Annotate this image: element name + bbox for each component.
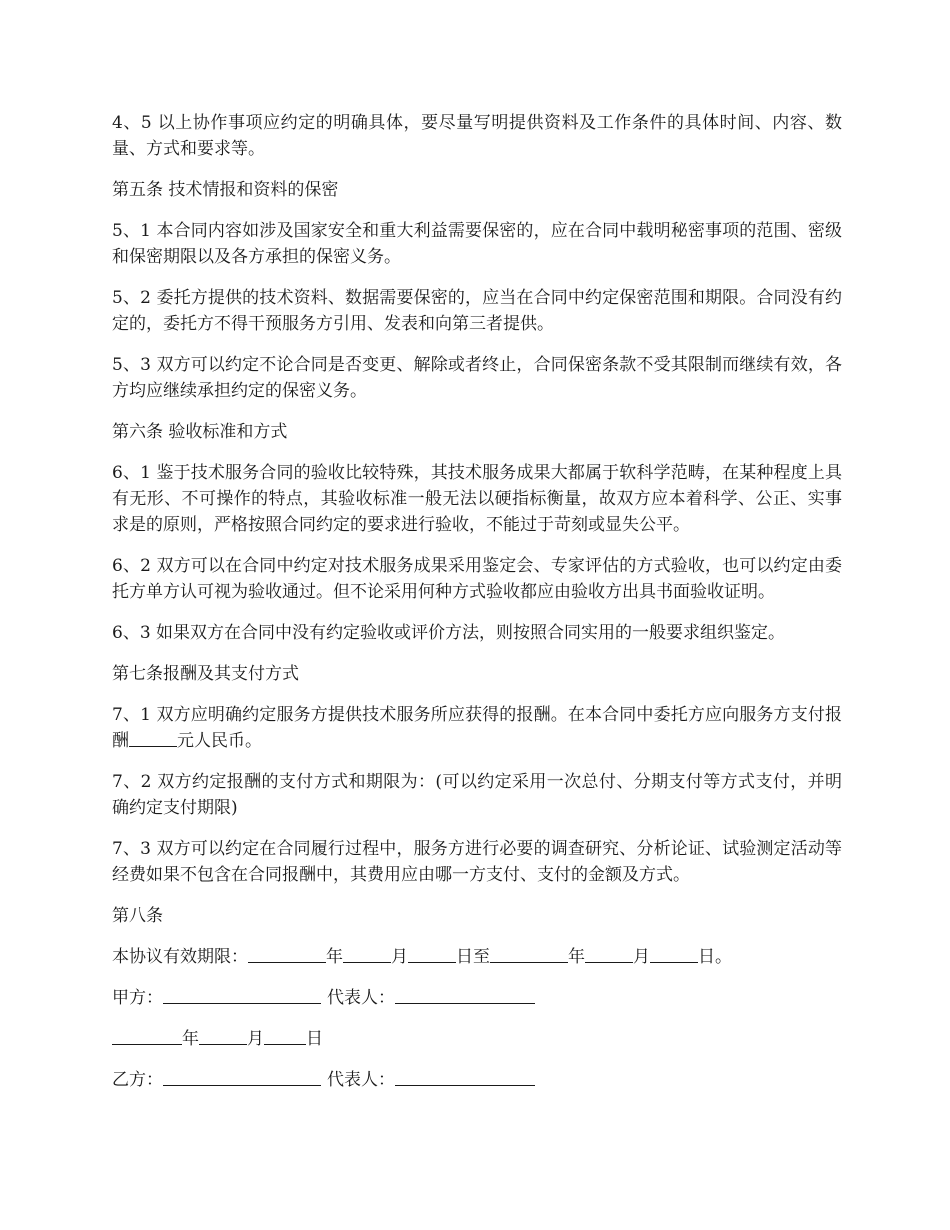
clause-6-2: 6、2 双方可以在合同中约定对技术服务成果采用鉴定会、专家评估的方式验收，也可以约定由委托方单方认可视为验收通过。但不论采用何种方式验收都应由验收方出具书面验收证明。 (112, 556, 842, 602)
article-7-heading: 第七条报酬及其支付方式 (112, 664, 299, 684)
clause-5-1: 5、1 本合同内容如涉及国家安全和重大利益需要保密的，应在合同中载明秘密事项的范围、密级和保密期限以及各方承担的保密义务。 (112, 221, 842, 267)
clause-7-2: 7、2 双方约定报酬的支付方式和期限为：(可以约定采用一次总付、分期支付等方式支付，并明确约定支付期限) (112, 772, 842, 818)
start-year-blank[interactable] (248, 944, 326, 963)
clause-4-5: 4、5 以上协作事项应约定的明确具体，要尽量写明提供资料及工作条件的具体时间、内容、数量、方式和要求等。 (112, 113, 842, 159)
end-year-blank[interactable] (490, 944, 568, 963)
start-month-label: 月 (391, 947, 408, 967)
sign-day-blank[interactable] (264, 1026, 306, 1045)
sign-year-blank[interactable] (112, 1026, 182, 1045)
start-year-label: 年 (326, 947, 343, 967)
party-b-rep-blank[interactable] (395, 1067, 535, 1086)
end-day-label: 日。 (698, 947, 732, 967)
sign-day-label: 日 (306, 1029, 323, 1049)
party-a-line (112, 985, 842, 1011)
end-month-label: 月 (633, 947, 650, 967)
clause-5-3: 5、3 双方可以约定不论合同是否变更、解除或者终止，合同保密条款不受其限制而继续有效，各方均应继续承担约定的保密义务。 (112, 355, 842, 401)
party-b-line (112, 1067, 842, 1093)
article-8-heading: 第八条 (112, 906, 163, 926)
sign-month-blank[interactable] (199, 1026, 247, 1045)
start-day-blank[interactable] (408, 944, 456, 963)
sign-month-label: 月 (247, 1029, 264, 1049)
clause-6-1: 6、1 鉴于技术服务合同的验收比较特殊，其技术服务成果大都属于软科学范畴，在某种程度上具有无形、不可操作的特点，其验收标准一般无法以硬指标衡量，故双方应本着科学、公正、实事求是的原则，严格按照合同约定的要求进行验收，不能过于苛刻或显失公平。 (112, 463, 842, 535)
party-b-rep-label: 代表人： (327, 1070, 395, 1090)
payment-amount-blank[interactable] (129, 728, 177, 747)
party-a-rep-blank[interactable] (395, 985, 535, 1004)
clause-7-1-text: 7、1 双方应明确约定服务方提供技术服务所应获得的报酬。在本合同中委托方应向服务方支付报酬 (112, 705, 842, 751)
party-a-rep-label: 代表人： (327, 988, 395, 1008)
signing-date-line (112, 1026, 842, 1052)
article-5-heading: 第五条 技术情报和资料的保密 (112, 180, 339, 200)
party-b-label: 乙方： (112, 1070, 163, 1090)
article-6-heading: 第六条 验收标准和方式 (112, 422, 288, 442)
end-day-blank[interactable] (650, 944, 698, 963)
clause-5-2: 5、2 委托方提供的技术资料、数据需要保密的，应当在合同中约定保密范围和期限。合同没有约定的，委托方不得干预服务方引用、发表和向第三者提供。 (112, 288, 842, 334)
start-day-to-label: 日至 (456, 947, 490, 967)
end-month-blank[interactable] (585, 944, 633, 963)
party-b-name-blank[interactable] (163, 1067, 321, 1086)
validity-line (112, 944, 842, 970)
contract-page (112, 110, 842, 1108)
clause-7-1 (112, 702, 842, 754)
party-a-label: 甲方： (112, 988, 163, 1008)
validity-label: 本协议有效期限： (112, 947, 248, 967)
end-year-label: 年 (568, 947, 585, 967)
currency-text: 元人民币。 (177, 731, 262, 751)
clause-6-3: 6、3 如果双方在合同中没有约定验收或评价方法，则按照合同实用的一般要求组织鉴定。 (112, 623, 786, 643)
start-month-blank[interactable] (343, 944, 391, 963)
sign-year-label: 年 (182, 1029, 199, 1049)
clause-7-3: 7、3 双方可以约定在合同履行过程中，服务方进行必要的调查研究、分析论证、试验测定活动等经费如果不包含在合同报酬中，其费用应由哪一方支付、支付的金额及方式。 (112, 839, 842, 885)
party-a-name-blank[interactable] (163, 985, 321, 1004)
